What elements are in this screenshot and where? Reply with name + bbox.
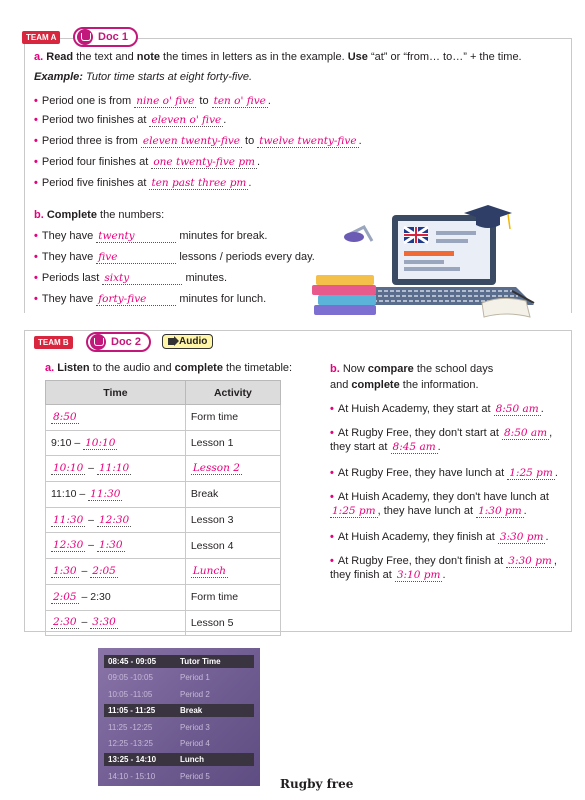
handwritten-time: 2:30 bbox=[53, 616, 77, 629]
handwritten-time: 11:30 bbox=[53, 513, 84, 526]
book-icon bbox=[77, 29, 93, 45]
handwritten-time: 10:10 bbox=[53, 462, 84, 475]
schedule-time: 14:10 - 15:10 bbox=[108, 771, 156, 781]
rugby-free-schedule-image bbox=[98, 648, 260, 786]
speaker-icon bbox=[168, 338, 175, 345]
compare-item bbox=[330, 530, 570, 544]
handwritten-answer: 8:45 am bbox=[392, 441, 436, 453]
team-a-tag: TEAM A bbox=[22, 31, 60, 44]
instr-complete-c: complete bbox=[351, 379, 400, 391]
schedule-time: 11:25 -12:25 bbox=[108, 722, 153, 732]
instr-mid: to the audio and bbox=[89, 362, 175, 374]
table-row bbox=[46, 610, 281, 636]
schedule-label: Period 2 bbox=[180, 689, 210, 699]
handwritten-answer: twenty bbox=[96, 230, 176, 243]
audio-label: Audio bbox=[179, 336, 208, 347]
handwritten-time: 12:30 bbox=[98, 513, 130, 526]
handwritten-time: 2:05 bbox=[53, 590, 77, 603]
activity-cell bbox=[185, 584, 280, 610]
numbers-pre: They have bbox=[41, 230, 97, 242]
period-end: . bbox=[267, 95, 271, 107]
schedule-time: 13:25 - 14:10 bbox=[108, 755, 157, 765]
time-cell bbox=[46, 507, 186, 533]
numbers-line bbox=[34, 272, 227, 285]
period-to: to bbox=[241, 135, 258, 147]
compare-text: At Rugby Free, they don't start at bbox=[337, 427, 502, 439]
period-text: Period three is from bbox=[41, 135, 141, 147]
compare-item bbox=[330, 426, 570, 454]
table-row bbox=[46, 482, 281, 508]
instr-end: the timetable: bbox=[222, 362, 293, 374]
printed-time: – bbox=[78, 616, 91, 629]
part-letter-a-b: a. bbox=[45, 362, 55, 374]
example-text: Tutor time starts at eight forty-five. bbox=[82, 71, 253, 83]
period-to: to bbox=[196, 95, 212, 107]
doc1-label: Doc 1 bbox=[98, 31, 128, 43]
period-end: . bbox=[257, 156, 261, 168]
handwritten-time: 8:50 bbox=[53, 410, 77, 423]
handwritten-answer: ten past three pm bbox=[151, 177, 247, 189]
activity-cell bbox=[185, 430, 280, 456]
printed-time: – bbox=[85, 539, 97, 552]
compare-text: they finish at bbox=[330, 569, 395, 581]
printed-activity: Lesson 4 bbox=[190, 539, 234, 552]
period-end: . bbox=[358, 135, 362, 147]
handwritten-answer: nine o' five bbox=[136, 95, 195, 107]
schedule-time: 11:05 - 11:25 bbox=[108, 706, 156, 716]
text-and: and bbox=[330, 379, 352, 391]
numbers-pre: They have bbox=[41, 251, 97, 263]
time-cell bbox=[46, 482, 186, 508]
handwritten-answer: sixty bbox=[102, 272, 182, 285]
compare-text: . bbox=[554, 467, 558, 479]
compare-text: . bbox=[540, 403, 544, 415]
numbers-post: minutes for lunch. bbox=[176, 293, 267, 305]
instr-use: Use bbox=[347, 51, 368, 63]
handwritten-time: 1:30 bbox=[53, 564, 77, 577]
handwritten-activity: Lunch bbox=[192, 564, 226, 577]
handwritten-answer: ten o' five bbox=[213, 95, 266, 107]
schedule-row bbox=[104, 704, 254, 717]
period-line bbox=[34, 114, 226, 127]
compare-text: At Rugby Free, they have lunch at bbox=[337, 467, 508, 479]
handwritten-activity: Lesson 2 bbox=[192, 462, 240, 475]
instr-read: Read bbox=[46, 51, 74, 63]
time-cell bbox=[46, 456, 186, 482]
numbers-post: minutes. bbox=[182, 272, 228, 284]
schedule-label: Period 5 bbox=[180, 771, 210, 781]
handwritten-answer: eleven twenty-five bbox=[142, 135, 240, 147]
handwritten-time: 3:30 bbox=[92, 616, 116, 629]
numbers-line bbox=[34, 230, 267, 243]
period-line bbox=[34, 135, 362, 148]
schedule-row bbox=[104, 671, 254, 684]
schedule-row bbox=[104, 655, 254, 668]
team-a-part-b-heading bbox=[34, 209, 164, 221]
schedule-row bbox=[104, 737, 254, 750]
handwritten-time: 11:30 bbox=[90, 487, 121, 500]
printed-time: 9:10 – bbox=[51, 436, 84, 449]
compare-item bbox=[330, 554, 570, 582]
schedule-row bbox=[104, 770, 254, 783]
table-row bbox=[46, 559, 281, 585]
table-row bbox=[46, 456, 281, 482]
team-b-instructions bbox=[45, 362, 292, 374]
compare-text: At Huish Academy, they finish at bbox=[337, 531, 498, 543]
handwritten-answer: five bbox=[96, 251, 176, 264]
open-book-icon bbox=[482, 298, 530, 317]
compare-text: . bbox=[437, 441, 441, 453]
table-row bbox=[46, 405, 281, 431]
table-row bbox=[46, 430, 281, 456]
period-end: . bbox=[223, 114, 227, 126]
printed-activity: Lesson 1 bbox=[190, 437, 234, 450]
handwritten-time: 2:05 bbox=[92, 564, 116, 577]
numbers-line bbox=[34, 251, 315, 264]
activity-cell bbox=[185, 405, 280, 431]
printed-time: – bbox=[85, 513, 97, 526]
instr-listen: Listen bbox=[57, 362, 90, 374]
compare-text: At Huish Academy, they start at bbox=[337, 403, 494, 415]
period-end: . bbox=[248, 177, 252, 189]
schedule-row bbox=[104, 753, 254, 766]
part-letter-a: a. bbox=[34, 51, 44, 63]
doc1-badge bbox=[73, 27, 138, 47]
activity-cell bbox=[185, 482, 280, 508]
compare-text: they start at bbox=[330, 441, 391, 453]
table-row bbox=[46, 533, 281, 559]
time-cell bbox=[46, 430, 186, 456]
printed-activity: Break bbox=[190, 488, 219, 501]
activity-cell bbox=[185, 559, 280, 585]
time-cell bbox=[46, 533, 186, 559]
doc2-label: Doc 2 bbox=[111, 336, 141, 348]
example-line bbox=[34, 71, 252, 83]
period-text: Period one is from bbox=[41, 95, 135, 107]
time-cell bbox=[46, 584, 186, 610]
handwritten-answer: twelve twenty-five bbox=[259, 135, 357, 147]
schedule-time: 08:45 - 09:05 bbox=[108, 657, 157, 666]
handwritten-time: 11:10 bbox=[98, 462, 130, 475]
handwritten-answer: one twenty-five pm bbox=[153, 156, 255, 168]
handwritten-answer: 8:50 am bbox=[495, 403, 539, 415]
printed-time: – 2:30 bbox=[78, 590, 111, 603]
numbers-post: minutes for break. bbox=[176, 230, 268, 242]
instr-text-3: “at” or “from… to…” + the time. bbox=[367, 51, 522, 63]
compare-text: At Huish Academy, they don't have lunch at bbox=[337, 491, 549, 503]
period-text: Period four finishes at bbox=[41, 156, 152, 168]
compare-text: . bbox=[523, 505, 527, 517]
example-label: Example: bbox=[34, 71, 83, 83]
period-line bbox=[34, 95, 271, 108]
table-row bbox=[46, 584, 281, 610]
text-school-days: the school days bbox=[413, 363, 494, 375]
instr-compare: compare bbox=[367, 363, 414, 375]
numbers-line bbox=[34, 293, 266, 306]
team-a-instructions bbox=[34, 51, 522, 63]
handwritten-answer: 1:25 pm bbox=[509, 467, 553, 479]
activity-cell bbox=[185, 533, 280, 559]
activity-cell bbox=[185, 456, 280, 482]
instr-complete: Complete bbox=[46, 209, 97, 221]
handwritten-answer: 3:30 pm bbox=[508, 555, 552, 567]
time-cell bbox=[46, 405, 186, 431]
printed-activity: Lesson 3 bbox=[190, 514, 234, 527]
handwritten-answer: 1:30 pm bbox=[478, 505, 522, 517]
compare-text: . bbox=[545, 531, 549, 543]
printed-time: – bbox=[78, 564, 91, 577]
instr-note: note bbox=[136, 51, 160, 63]
instr-text-1: the text and bbox=[73, 51, 137, 63]
numbers-pre: Periods last bbox=[41, 272, 103, 284]
table-row bbox=[46, 507, 281, 533]
handwritten-time: 12:30 bbox=[53, 539, 84, 552]
time-cell bbox=[46, 559, 186, 585]
compare-item bbox=[330, 402, 570, 416]
part-letter-b: b. bbox=[34, 209, 44, 221]
schedule-label: Tutor Time bbox=[180, 657, 221, 666]
header-activity: Activity bbox=[185, 381, 280, 405]
activity-cell bbox=[185, 610, 280, 636]
timetable bbox=[45, 380, 281, 636]
numbers-pre: They have bbox=[41, 293, 97, 305]
handwritten-time: 10:10 bbox=[85, 436, 116, 449]
schedule-label: Period 1 bbox=[180, 673, 210, 683]
compare-text: At Rugby Free, they don't finish at bbox=[337, 555, 507, 567]
compare-item bbox=[330, 490, 570, 518]
printed-time: – bbox=[85, 462, 97, 475]
period-text: Period two finishes at bbox=[41, 114, 150, 126]
handwritten-answer: 3:10 pm bbox=[396, 569, 441, 581]
period-line bbox=[34, 156, 260, 169]
period-text: Period five finishes at bbox=[41, 177, 150, 189]
schedule-time: 09:05 -10:05 bbox=[108, 673, 153, 683]
headphones-icon bbox=[90, 334, 106, 350]
compare-text: , they have lunch at bbox=[377, 505, 477, 517]
team-b-tag: TEAM B bbox=[34, 336, 73, 349]
period-line bbox=[34, 177, 251, 190]
compare-text: . bbox=[442, 569, 446, 581]
header-time: Time bbox=[46, 381, 186, 405]
schedule-row bbox=[104, 688, 254, 701]
schedule-label: Lunch bbox=[180, 755, 204, 765]
laptop-books-illustration bbox=[312, 205, 542, 320]
instr-numbers: the numbers: bbox=[96, 209, 165, 221]
schedule-time: 12:25 -13:25 bbox=[108, 739, 153, 748]
doc2-badge bbox=[86, 332, 151, 352]
part-letter-b-b: b. bbox=[330, 363, 340, 375]
schedule-label: Period 4 bbox=[180, 739, 210, 748]
books-icon bbox=[316, 275, 374, 285]
handwritten-answer: 8:50 am bbox=[503, 427, 548, 439]
handwritten-answer: 1:25 pm bbox=[332, 505, 376, 517]
handwritten-answer: eleven o' five bbox=[151, 114, 222, 126]
printed-activity: Form time bbox=[190, 591, 239, 604]
handwritten-answer: 3:30 pm bbox=[499, 531, 544, 543]
text-now: Now bbox=[339, 363, 368, 375]
handwritten-time: 1:30 bbox=[98, 539, 123, 552]
audio-button[interactable] bbox=[162, 334, 213, 349]
schedule-row bbox=[104, 721, 254, 734]
part-b-heading-1 bbox=[330, 362, 570, 376]
time-cell bbox=[46, 610, 186, 636]
activity-cell bbox=[185, 507, 280, 533]
schedule-time: 10:05 -11:05 bbox=[108, 689, 153, 699]
part-b-heading-2 bbox=[330, 378, 570, 392]
compare-text: , bbox=[553, 555, 557, 567]
schedule-label: Break bbox=[180, 706, 203, 716]
printed-activity: Form time bbox=[190, 411, 239, 424]
schedule-caption: Rugby free bbox=[280, 777, 354, 791]
compare-item bbox=[330, 466, 570, 480]
text-information: the information. bbox=[399, 379, 479, 391]
handwritten-answer: forty-five bbox=[96, 293, 176, 306]
instr-text-2: the times in letters as in the example. bbox=[160, 51, 348, 63]
compare-text: , bbox=[549, 427, 553, 439]
printed-activity: Lesson 5 bbox=[190, 616, 234, 629]
schedule-label: Period 3 bbox=[180, 722, 210, 732]
numbers-post: lessons / periods every day. bbox=[176, 251, 315, 263]
instr-complete-b: complete bbox=[174, 362, 223, 374]
printed-time: 11:10 – bbox=[51, 487, 89, 500]
